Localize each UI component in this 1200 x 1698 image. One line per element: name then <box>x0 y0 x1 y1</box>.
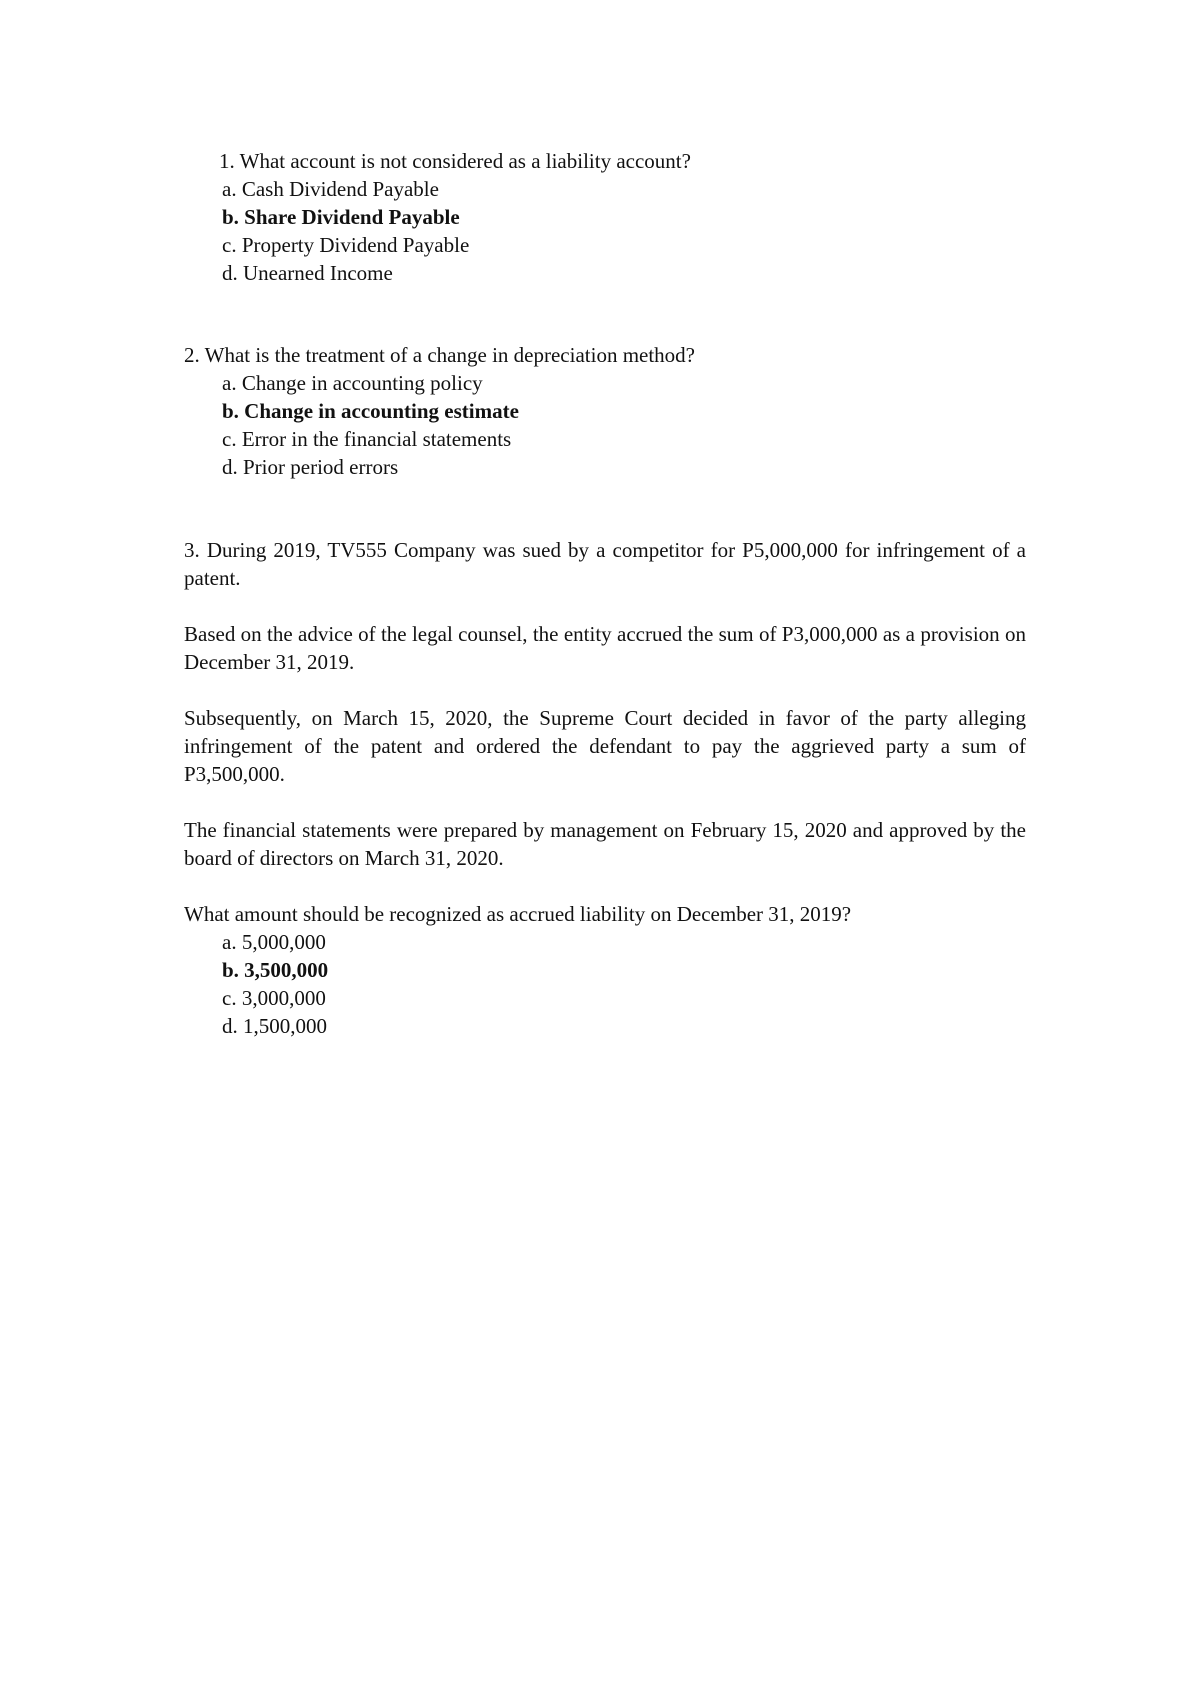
question-1-option-c: c. Property Dividend Payable <box>222 233 470 257</box>
question-3-prompt: What amount should be recognized as accrued liability on December 31, 2019? <box>184 902 852 926</box>
question-3-court-decision-paragraph: Subsequently, on March 15, 2020, the Supreme Court decided in favor of the party alleging infringement of the patent and ordered the defendant to pay the aggrieved party a sum of P3,500,000. <box>184 706 1026 786</box>
question-2-option-d: d. Prior period errors <box>222 455 399 479</box>
question-2-option-c: c. Error in the financial statements <box>222 427 512 451</box>
question-2-option-a: a. Change in accounting policy <box>222 371 483 395</box>
question-3-provision-paragraph: Based on the advice of the legal counsel, the entity accrued the sum of P3,000,000 as a provision on December 31, 2019. <box>184 622 1026 674</box>
question-1-option-b-answer: b. Share Dividend Payable <box>222 205 460 229</box>
question-3-options <box>184 928 1026 1040</box>
question-2-options <box>184 369 1026 481</box>
question-3 <box>184 536 1026 1040</box>
question-1-stem: 1. What account is not considered as a liability account? <box>219 149 691 173</box>
question-1-option-d: d. Unearned Income <box>222 261 393 285</box>
question-2-stem: 2. What is the treatment of a change in depreciation method? <box>184 343 696 367</box>
question-1-option-a: a. Cash Dividend Payable <box>222 177 439 201</box>
question-3-stem: 3. During 2019, TV555 Company was sued by a competitor for P5,000,000 for infringement of a patent. <box>184 538 1026 590</box>
question-1-options <box>184 175 1026 287</box>
question-1 <box>184 147 1026 287</box>
question-3-option-a: a. 5,000,000 <box>222 930 326 954</box>
question-3-option-c: c. 3,000,000 <box>222 986 326 1010</box>
question-3-option-d: d. 1,500,000 <box>222 1014 327 1038</box>
question-3-approval-paragraph: The financial statements were prepared by management on February 15, 2020 and approved by the board of directors on March 31, 2020. <box>184 818 1026 870</box>
question-2 <box>184 341 1026 481</box>
question-2-option-b-answer: b. Change in accounting estimate <box>222 399 519 423</box>
question-3-option-b-answer: b. 3,500,000 <box>222 958 329 982</box>
